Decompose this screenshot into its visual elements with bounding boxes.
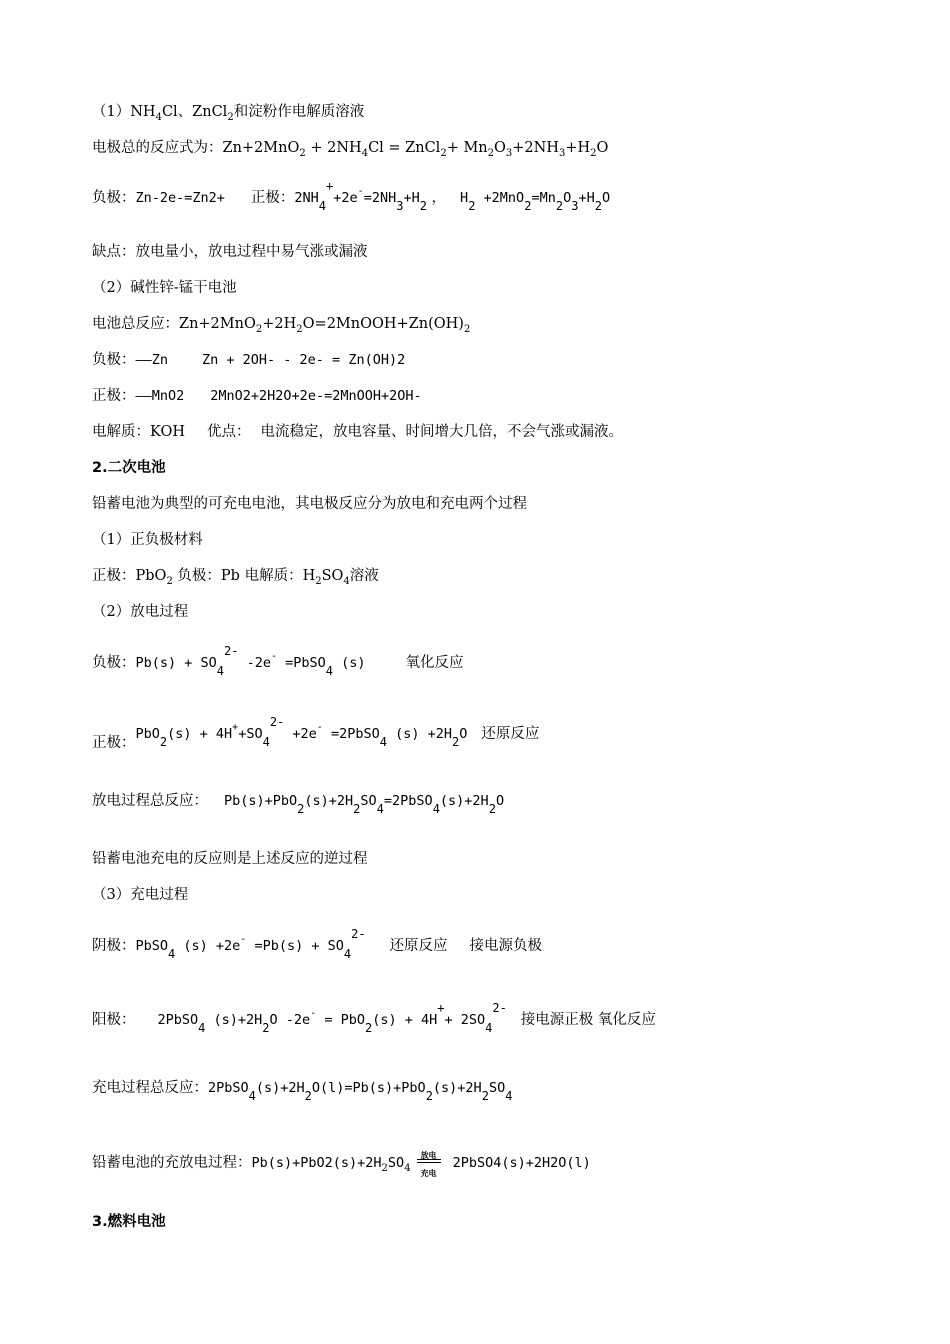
heading-secondary-battery: 2.二次电池 (92, 460, 166, 476)
text: =Pb(s) + SO (246, 938, 344, 954)
subscript: 4 (325, 664, 334, 678)
arrow-label-discharge: 放电 (420, 1151, 437, 1160)
subscript: 2 (381, 1163, 388, 1174)
line-discharge-total (92, 791, 505, 816)
subscript: 2 (296, 324, 303, 335)
text: 正极： (250, 190, 295, 206)
text: O -2e (269, 1012, 311, 1028)
subscript: 4 (432, 802, 440, 816)
text: -2e (238, 655, 271, 671)
subscript: 4 (318, 199, 327, 213)
subscript: 2 (487, 148, 495, 159)
line-discharge-negative (92, 644, 464, 678)
text: O(l)=Pb(s)+PbO (311, 1080, 426, 1096)
subscript: 2 (481, 1089, 489, 1103)
line-lead-acid-intro: 铅蓄电池为典型的可充电电池，其电极反应分为放电和充电两个过程 (92, 496, 527, 512)
subscript: 2 (463, 324, 471, 335)
text: 铅蓄电池的充放电过程： (92, 1155, 252, 1171)
subscript: 2 (299, 148, 306, 159)
text: O (563, 190, 572, 206)
text: ——Zn (135, 352, 169, 368)
text: 优点： (206, 424, 251, 440)
superscript: - (240, 934, 247, 945)
text: 充电过程总反应： (92, 1080, 208, 1096)
line-discharge-heading: （2）放电过程 (92, 604, 189, 620)
arrow-label-charge: 充电 (420, 1169, 437, 1178)
text: 负极：Pb 电解质：H (172, 568, 316, 584)
line-charge-cathode (92, 927, 543, 961)
text: + Mn (446, 140, 488, 156)
text: =2PbSO (383, 793, 433, 809)
subscript: 2 (262, 1021, 270, 1035)
text: (s)+2H (439, 793, 489, 809)
text: 接电源正极 氧化反应 (520, 1012, 656, 1028)
text: ——MnO2 (135, 388, 185, 404)
subscript: 4 (379, 735, 387, 749)
subscript: 4 (505, 1089, 513, 1103)
superscript: - (270, 651, 278, 662)
text: 电流稳定，放电容量、时间增大几倍，不会气涨或漏液。 (260, 424, 623, 440)
text: 还原反应 (389, 938, 448, 954)
subscript: 4 (216, 664, 225, 678)
text: =Mn (531, 190, 556, 206)
text: 2PbSO (157, 1012, 199, 1028)
text: （1）NH (92, 104, 156, 120)
text: +H (403, 190, 420, 206)
subscript: 2 (166, 576, 173, 587)
text: +2H (262, 316, 297, 332)
line-alkaline-electrolyte (92, 422, 623, 442)
line-charging-reverse: 铅蓄电池充电的反应则是上述反应的逆过程 (92, 851, 368, 867)
line-total-reaction (92, 138, 608, 158)
text: +2e (284, 726, 317, 742)
text: (s) + 4H (372, 1012, 438, 1028)
text: (s) (333, 655, 366, 671)
text: (s) +2e (175, 938, 241, 954)
subscript: 2 (419, 199, 427, 213)
subscript: 2 (255, 324, 263, 335)
text: 阳极： (92, 1012, 136, 1028)
subscript: 4 (198, 1021, 206, 1035)
text: 负极： (92, 352, 136, 368)
text: 电池总反应：Zn+2MnO (92, 316, 256, 332)
superscript: 2- (224, 644, 239, 658)
text: Zn + 2OH- - 2e- = Zn(OH)2 (202, 352, 406, 368)
subscript: 4 (262, 735, 270, 749)
text: SO (488, 1080, 506, 1096)
text: SO (360, 793, 377, 809)
text: 还原反应 (481, 726, 540, 742)
heading-fuel-cell: 3.燃料电池 (92, 1214, 166, 1230)
subscript: 4 (168, 947, 176, 961)
line-alkaline-heading: （2）碱性锌-锰干电池 (92, 280, 237, 296)
subscript: 2 (297, 802, 305, 816)
text: 放电过程总反应： (92, 793, 208, 809)
text: (s) + 4H (167, 726, 233, 742)
line-alkaline-positive (92, 386, 422, 406)
subscript: 3 (571, 199, 579, 213)
line-electrode-materials-heading: （1）正负极材料 (92, 532, 203, 548)
text: 2PbSO (208, 1080, 249, 1096)
text: 负极： (92, 190, 136, 206)
superscript: + (437, 1001, 445, 1015)
subscript: 2 (488, 802, 496, 816)
text: Pb(s) + SO (135, 655, 217, 671)
text: =2PbSO (322, 726, 380, 742)
subscript: 4 (343, 576, 350, 587)
superscript: + (326, 179, 334, 193)
subscript: 3 (396, 199, 404, 213)
text: 负极： (92, 655, 136, 671)
line-disadvantage: 缺点：放电量小，放电过程中易气涨或漏液 (92, 244, 368, 260)
text: 2MnO2+2H2O+2e-=2MnOOH+2OH- (210, 388, 422, 404)
subscript: 3 (505, 148, 513, 159)
subscript: 2 (468, 199, 476, 213)
text: (s)+2H (304, 793, 354, 809)
text: +H (565, 140, 591, 156)
line-alkaline-total (92, 314, 470, 334)
superscript: - (357, 186, 364, 197)
text: O (601, 190, 611, 206)
line-discharge-positive (92, 715, 540, 751)
subscript: 2 (353, 802, 361, 816)
text: SO (387, 1155, 405, 1171)
text: 正极： (92, 735, 136, 751)
subscript: 4 (361, 148, 369, 159)
superscript: 2- (351, 927, 366, 941)
text: 电极总的反应式为：Zn+2MnO (92, 140, 300, 156)
text: Cl = ZnCl (368, 140, 441, 156)
subscript: 4 (485, 1021, 493, 1035)
subscript: 4 (248, 1089, 256, 1103)
subscript: 2 (451, 735, 460, 749)
text: PbSO (135, 938, 169, 954)
text: 溶液 (349, 568, 379, 584)
subscript: 4 (343, 947, 352, 961)
subscript: 4 (376, 802, 384, 816)
subscript: 2 (364, 1021, 373, 1035)
text: (s)+2H (205, 1012, 263, 1028)
text: (s)+2H (432, 1080, 482, 1096)
text: +SO (238, 726, 263, 742)
subscript: 2 (304, 1089, 312, 1103)
line-charge-discharge-process (92, 1151, 591, 1178)
subscript: 2 (440, 148, 447, 159)
text: H (460, 190, 469, 206)
line-charge-heading: （3）充电过程 (92, 887, 189, 903)
subscript: 2 (590, 148, 597, 159)
text: Zn-2e-=Zn2+ (135, 190, 225, 206)
text: =2NH (363, 190, 397, 206)
subscript: 4 (155, 112, 162, 123)
text: + 2NH (305, 140, 362, 156)
subscript: 2 (524, 199, 532, 213)
text: Pb(s)+PbO (224, 793, 298, 809)
superscript: + (232, 722, 239, 733)
text: 和淀粉作电解质溶液 (233, 104, 365, 120)
superscript: - (316, 722, 323, 733)
text: O (495, 793, 505, 809)
line-electrodes-dry-cell (92, 179, 611, 213)
line-electrode-materials (92, 566, 379, 586)
text: + 2SO (444, 1012, 486, 1028)
text: ， (426, 190, 447, 206)
text: 电解质：KOH (92, 424, 185, 440)
subscript: 2 (555, 199, 564, 213)
superscript: 2- (492, 1001, 507, 1015)
text: O (459, 726, 468, 742)
text: O (494, 140, 506, 156)
subscript: 2 (594, 199, 602, 213)
text: 正极：PbO (92, 568, 167, 584)
text: 正极： (92, 388, 136, 404)
line-charge-total (92, 1078, 513, 1103)
reversible-arrow-icon (417, 1151, 441, 1178)
text: 2PbSO4(s)+2H2O(l) (452, 1155, 591, 1171)
line-nh4cl-electrolyte (92, 102, 364, 122)
text: PbO (135, 726, 160, 742)
text: +2MnO (475, 190, 525, 206)
text: = PbO (316, 1012, 365, 1028)
superscript: 2- (269, 715, 285, 729)
text: 2NH (294, 190, 319, 206)
line-charge-anode (92, 1001, 656, 1035)
text: +2e (333, 190, 358, 206)
text: SO (321, 568, 344, 584)
subscript: 2 (315, 576, 322, 587)
text: 氧化反应 (405, 655, 464, 671)
superscript: - (310, 1008, 317, 1019)
text: =PbSO (277, 655, 326, 671)
line-alkaline-negative (92, 350, 405, 370)
text: (s)+2H (255, 1080, 305, 1096)
text: (s) +2H (386, 726, 452, 742)
text: O=2MnOOH+Zn(OH) (302, 316, 464, 332)
text: Pb(s)+PbO2(s)+2H (251, 1155, 382, 1171)
text: +2NH (512, 140, 559, 156)
subscript: 2 (227, 112, 234, 123)
subscript: 3 (559, 148, 566, 159)
text: +H (578, 190, 595, 206)
text: O (596, 140, 609, 156)
subscript: 2 (159, 735, 168, 749)
subscript: 4 (404, 1163, 411, 1174)
text: 接电源负极 (469, 938, 543, 954)
subscript: 2 (425, 1089, 433, 1103)
text: Cl、ZnCl (161, 104, 228, 120)
text: 阴极： (92, 938, 136, 954)
